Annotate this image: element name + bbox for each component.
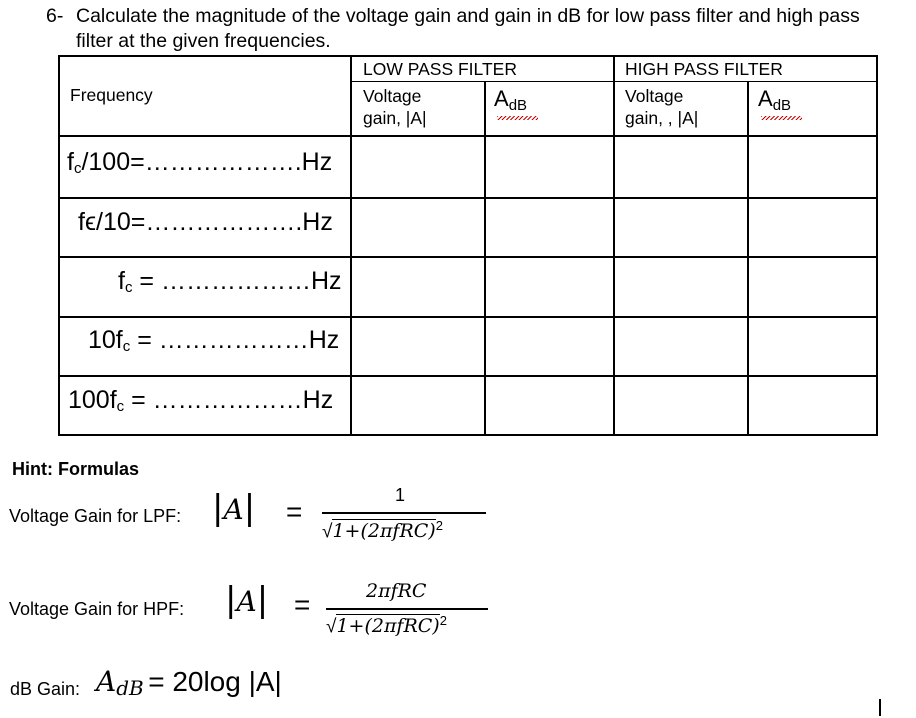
row-label-100fc: $100f_c$ = ………………Hz <box>68 386 334 415</box>
column-divider <box>747 81 749 436</box>
lpf-voltage-gain-header: Voltage gain, |A| <box>363 86 427 128</box>
column-divider <box>350 55 352 436</box>
high-pass-filter-header: HIGH PASS FILTER <box>625 59 783 79</box>
lpf-formula-label: Voltage Gain for LPF: <box>9 506 182 526</box>
db-gain-formula: AdB = 20log |A| <box>96 665 282 700</box>
row-divider <box>58 375 878 377</box>
table-border-right <box>876 55 878 436</box>
column-divider <box>484 81 486 436</box>
row-label-fc-over-10: fϵ/10=……………….Hz <box>78 208 333 236</box>
hpf-formula-label: Voltage Gain for HPF: <box>9 599 185 619</box>
lpf-equals: = <box>286 496 303 527</box>
table-border-top <box>58 55 878 57</box>
spellcheck-underline <box>497 116 538 120</box>
hint-title: Hint: Formulas <box>12 459 140 479</box>
lpf-fraction-bar <box>322 512 486 514</box>
lpf-numerator: 1 <box>395 485 406 505</box>
hpf-equals: = <box>294 589 311 620</box>
lpf-abs-a: |A| <box>212 488 256 528</box>
text-cursor <box>879 699 881 716</box>
row-divider <box>58 135 878 137</box>
spellcheck-underline <box>761 116 802 120</box>
table-border-bottom <box>58 434 878 436</box>
row-label-fc-over-100: $f_c/100=\dots\dots\dots\dots\dots\dots.Hz$ <box>67 148 333 177</box>
hpf-numerator: 2πfRC <box>366 580 427 602</box>
hpf-denominator: $√1+(2\pi fRC)^2$ <box>326 613 447 638</box>
frequency-table <box>58 55 878 436</box>
column-divider <box>613 55 615 436</box>
db-gain-label: dB Gain: <box>10 679 81 699</box>
hpf-abs-a: |A| <box>225 580 269 620</box>
question-text: Calculate the magnitude of the voltage gain and gain in dB for low pass filter and high pass filter at the given frequencies. <box>76 5 860 52</box>
hpf-voltage-gain-header: Voltage gain, , |A| <box>625 86 699 128</box>
hpf-adb-header: AdB <box>758 86 792 114</box>
low-pass-filter-header: LOW PASS FILTER <box>363 59 517 79</box>
row-divider <box>58 316 878 318</box>
row-label-fc: $f_c$ = ………………Hz <box>118 267 342 296</box>
hpf-fraction-bar <box>326 608 488 610</box>
row-label-10fc: $10f_c$ = ………………Hz <box>88 326 340 355</box>
lpf-adb-header: AdB <box>494 86 528 114</box>
table-border-left <box>58 55 60 436</box>
row-divider <box>58 197 878 199</box>
question-number: 6- <box>46 5 64 27</box>
row-divider <box>58 256 878 258</box>
lpf-denominator: $√1+(2\pi fRC)^2$ <box>322 518 443 543</box>
frequency-header: Frequency <box>70 85 153 105</box>
